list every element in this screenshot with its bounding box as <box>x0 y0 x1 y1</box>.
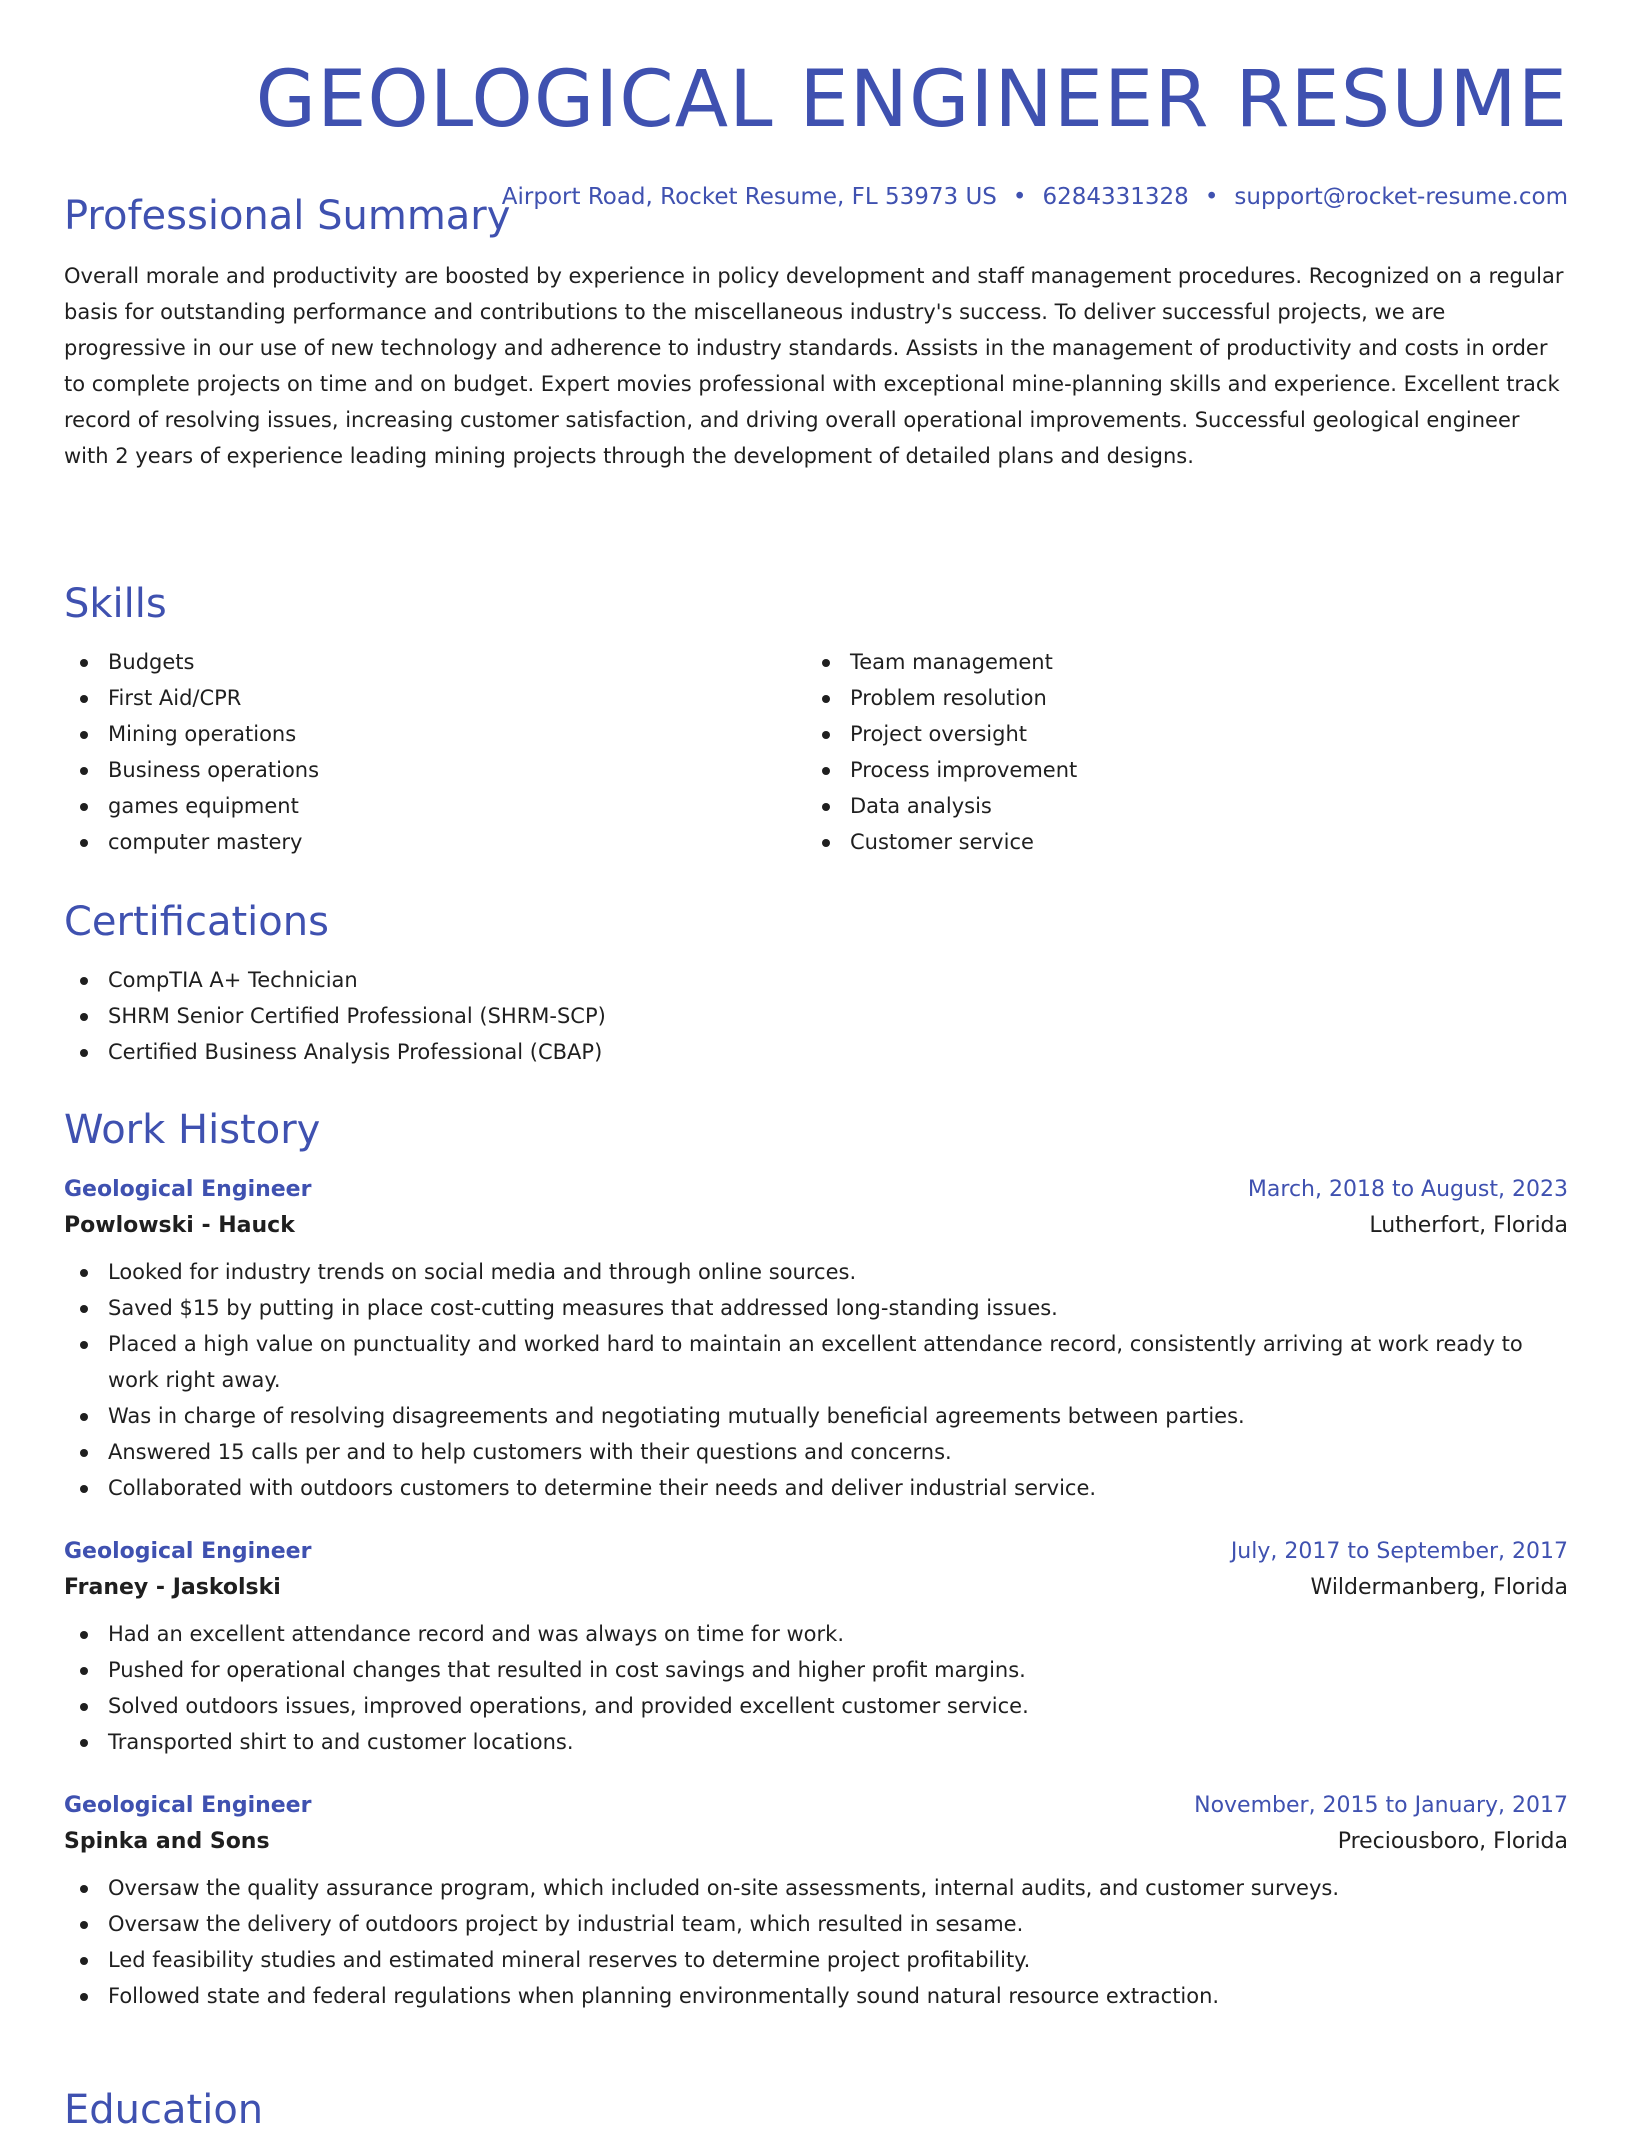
contact-phone: 6284331328 <box>1042 184 1189 210</box>
skill-item: Process improvement <box>806 752 1548 788</box>
job-bullets <box>64 1870 1568 2014</box>
skill-item: Customer service <box>806 824 1548 860</box>
job-company: Spinka and Sons <box>64 1829 270 1854</box>
skill-item: Problem resolution <box>806 680 1548 716</box>
education-heading: Education <box>64 2087 264 2133</box>
summary-section <box>64 190 1568 474</box>
job-title: Geological Engineer <box>64 1177 312 1202</box>
job-location: Lutherfort, Florida <box>1369 1213 1568 1238</box>
job-location: Preciousboro, Florida <box>1337 1829 1568 1854</box>
skills-list-right <box>806 644 1548 860</box>
certification-item: Certified Business Analysis Professional (CBAP) <box>64 1034 1568 1070</box>
summary-heading: Professional Summary <box>64 193 511 239</box>
job-company: Franey - Jaskolski <box>64 1575 281 1600</box>
job-bullet: Pushed for operational changes that resulted in cost savings and higher profit margins. <box>64 1652 1568 1688</box>
job-location: Wildermanberg, Florida <box>1310 1575 1568 1600</box>
contact-address: Airport Road, Rocket Resume, FL 53973 US <box>501 184 997 210</box>
job-dates: March, 2018 to August, 2023 <box>1247 1177 1568 1202</box>
job-company-row <box>64 1822 1568 1862</box>
job-bullet: Saved $15 by putting in place cost-cutting measures that addressed long-standing issues. <box>64 1290 1568 1326</box>
work-history-section <box>64 1104 1568 2014</box>
job-header-row <box>64 1536 1568 1568</box>
certification-item: SHRM Senior Certified Professional (SHRM-SCP) <box>64 998 1568 1034</box>
job-dates: November, 2015 to January, 2017 <box>1194 1793 1568 1818</box>
job-company-row <box>64 1206 1568 1246</box>
job-bullet: Led feasibility studies and estimated mineral reserves to determine project profitability. <box>64 1942 1568 1978</box>
job-bullet: Had an excellent attendance record and was always on time for work. <box>64 1616 1568 1652</box>
skill-item: games equipment <box>64 788 806 824</box>
job-bullet: Was in charge of resolving disagreements and negotiating mutually beneficial agreements between parties. <box>64 1398 1568 1434</box>
job-dates: July, 2017 to September, 2017 <box>1230 1539 1568 1564</box>
skills-heading: Skills <box>64 581 167 627</box>
job-bullet: Oversaw the delivery of outdoors project by industrial team, which resulted in sesame. <box>64 1906 1568 1942</box>
job-bullet: Followed state and federal regulations when planning environmentally sound natural resource extraction. <box>64 1978 1568 2014</box>
skill-item: Business operations <box>64 752 806 788</box>
contact-separator: • <box>1204 184 1219 210</box>
job-bullets <box>64 1254 1568 1506</box>
skills-grid <box>64 644 1568 860</box>
skill-item: Budgets <box>64 644 806 680</box>
skill-item: Project oversight <box>806 716 1548 752</box>
resume-page <box>64 0 1568 2133</box>
resume-header <box>64 0 1568 212</box>
contact-email[interactable]: support@rocket-resume.com <box>1234 184 1568 210</box>
job-bullet: Solved outdoors issues, improved operations, and provided excellent customer service. <box>64 1688 1568 1724</box>
certifications-section <box>64 896 1568 1070</box>
job-header-row <box>64 1174 1568 1206</box>
skill-item: First Aid/CPR <box>64 680 806 716</box>
skill-item: Team management <box>806 644 1548 680</box>
job-title: Geological Engineer <box>64 1539 312 1564</box>
skills-section <box>64 578 1568 860</box>
skill-item: Data analysis <box>806 788 1548 824</box>
job-bullets <box>64 1616 1568 1760</box>
job-entry <box>64 1790 1568 2014</box>
job-header-row <box>64 1790 1568 1822</box>
work-history-heading: Work History <box>64 1107 321 1153</box>
education-section <box>64 2084 1568 2136</box>
job-entry <box>64 1174 1568 1506</box>
job-bullet: Answered 15 calls per and to help customers with their questions and concerns. <box>64 1434 1568 1470</box>
job-title: Geological Engineer <box>64 1793 312 1818</box>
job-company: Powlowski - Hauck <box>64 1213 295 1238</box>
resume-title: GEOLOGICAL ENGINEER RESUME <box>255 55 1568 145</box>
job-bullet: Oversaw the quality assurance program, which included on-site assessments, internal audits, and customer surveys. <box>64 1870 1568 1906</box>
contact-separator: • <box>1012 184 1027 210</box>
certification-item: CompTIA A+ Technician <box>64 962 1568 998</box>
skills-list-left <box>64 644 806 860</box>
certifications-list <box>64 962 1568 1070</box>
job-bullet: Looked for industry trends on social media and through online sources. <box>64 1254 1568 1290</box>
job-company-row <box>64 1568 1568 1608</box>
job-bullet: Placed a high value on punctuality and worked hard to maintain an excellent attendance record, consistently arriving at work ready to work right away. <box>64 1326 1568 1398</box>
skill-item: Mining operations <box>64 716 806 752</box>
skill-item: computer mastery <box>64 824 806 860</box>
job-bullet: Collaborated with outdoors customers to determine their needs and deliver industrial service. <box>64 1470 1568 1506</box>
summary-text: Overall morale and productivity are boosted by experience in policy development and staff management procedures. Recognized on a regular basis for outstanding performance and contributions to the miscellaneous industry's success. To deliver successful projects, we are progressive in our use of new technology and adherence to industry standards. Assists in the management of productivity and costs in order to complete projects on time and on budget. Expert movies professional with exceptional mine-planning skills and experience. Excellent track record of resolving issues, increasing customer satisfaction, and driving overall operational improvements. Successful geological engineer with 2 years of experience leading mining projects through the development of detailed plans and designs. <box>64 264 1564 468</box>
certifications-heading: Certifications <box>64 899 329 945</box>
job-entry <box>64 1536 1568 1760</box>
job-bullet: Transported shirt to and customer locations. <box>64 1724 1568 1760</box>
